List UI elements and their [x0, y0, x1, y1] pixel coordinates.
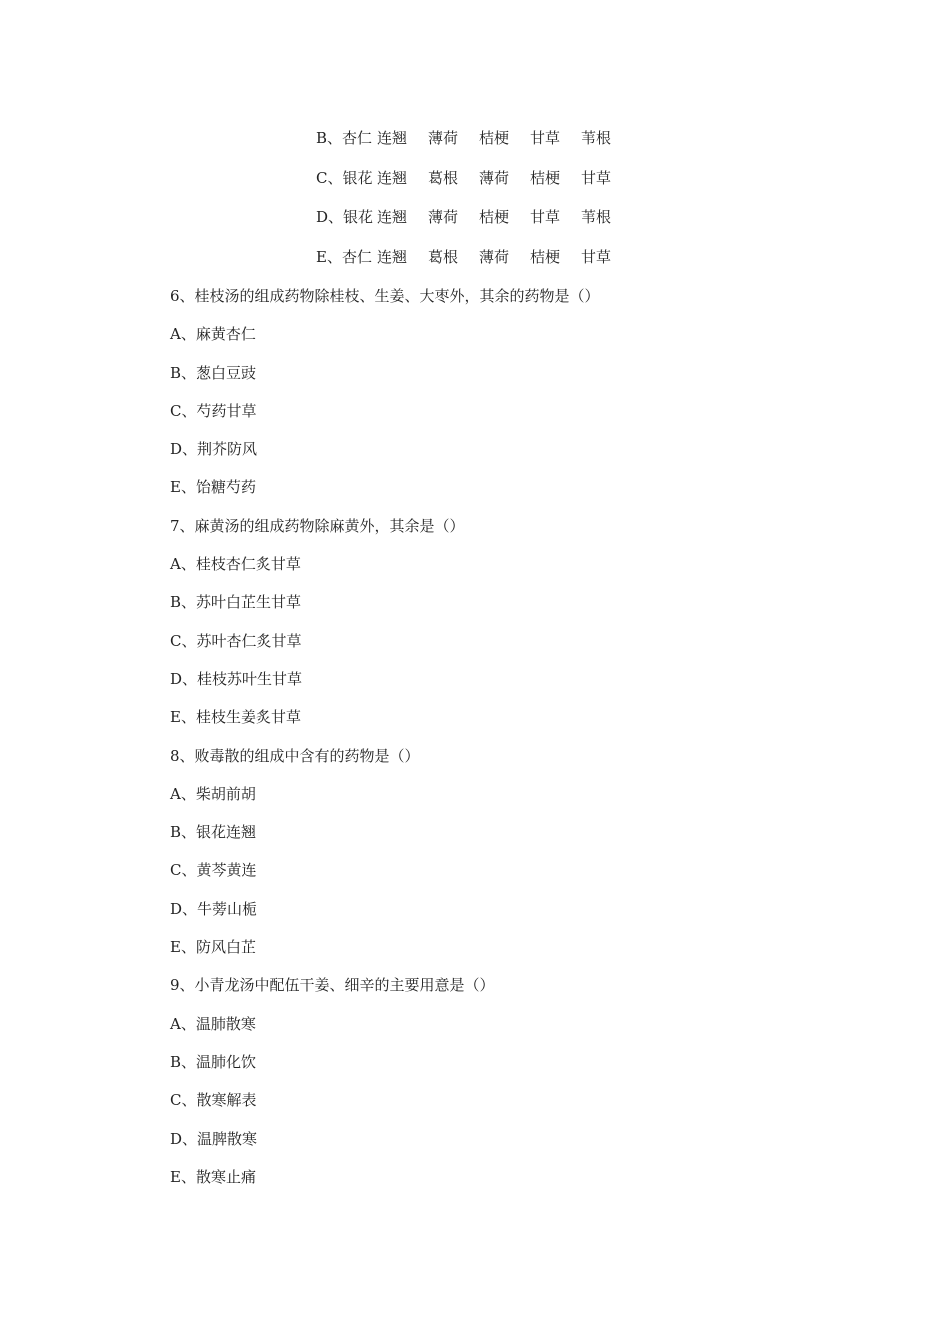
question-list [170, 286, 600, 1205]
answer-option: E、饴糖芍药 [170, 478, 256, 497]
option-label: D、银花 [316, 208, 374, 226]
question-stem: 9、小青龙汤中配伍干姜、细辛的主要用意是（） [170, 976, 495, 995]
answer-option: A、桂枝杏仁炙甘草 [170, 555, 301, 574]
q5-option-row [316, 128, 621, 148]
question-stem: 6、桂枝汤的组成药物除桂枝、生姜、大枣外，其余的药物是（） [170, 287, 600, 305]
herb: 薄荷 [428, 208, 459, 226]
herb: 桔梗 [479, 208, 510, 226]
herb: 连翘 [377, 247, 408, 266]
herb: 甘草 [581, 247, 612, 266]
answer-option: C、芍药甘草 [170, 401, 257, 420]
herb: 苇根 [581, 129, 612, 147]
answer-option: A、麻黄杏仁 [170, 325, 256, 344]
answer-option: B、苏叶白芷生甘草 [170, 593, 302, 612]
answer-option: C、苏叶杏仁炙甘草 [170, 631, 302, 650]
herb: 葛根 [428, 168, 459, 187]
q5-option-row [316, 247, 621, 267]
question-stem: 8、败毒散的组成中含有的药物是（） [170, 746, 420, 765]
herb: 连翘 [377, 168, 408, 187]
option-label: B、杏仁 [316, 129, 373, 147]
herb: 连翘 [377, 208, 408, 226]
answer-option: B、温肺化饮 [170, 1052, 257, 1071]
herb: 甘草 [530, 129, 561, 147]
answer-option: D、荆芥防风 [170, 440, 258, 459]
herb: 薄荷 [479, 247, 510, 266]
q5-option-row [316, 207, 621, 227]
herb: 甘草 [581, 168, 612, 187]
question-stem: 7、麻黄汤的组成药物除麻黄外，其余是（） [170, 516, 465, 535]
answer-option: E、防风白芷 [170, 938, 256, 957]
answer-option: D、桂枝苏叶生甘草 [170, 669, 303, 688]
option-label: C、银花 [316, 168, 373, 187]
herb: 桔梗 [530, 247, 561, 266]
answer-option: A、温肺散寒 [170, 1014, 256, 1033]
answer-option: C、黄芩黄连 [170, 861, 257, 880]
answer-option: D、牛蒡山栀 [170, 899, 258, 918]
herb: 连翘 [377, 129, 408, 147]
answer-option: A、柴胡前胡 [170, 784, 256, 803]
answer-option: E、桂枝生姜炙甘草 [170, 708, 301, 727]
answer-option: B、葱白豆豉 [170, 363, 257, 382]
answer-option: D、温脾散寒 [170, 1129, 258, 1148]
herb: 桔梗 [530, 168, 561, 187]
herb: 薄荷 [428, 129, 459, 147]
q5-options-table [316, 128, 621, 286]
herb: 薄荷 [479, 168, 510, 187]
answer-option: B、银花连翘 [170, 823, 257, 842]
herb: 甘草 [530, 208, 561, 226]
q5-option-row [316, 168, 621, 188]
answer-option: E、散寒止痛 [170, 1167, 256, 1186]
herb: 葛根 [428, 247, 459, 266]
option-label: E、杏仁 [316, 247, 372, 266]
herb: 苇根 [581, 208, 612, 226]
answer-option: C、散寒解表 [170, 1091, 257, 1110]
herb: 桔梗 [479, 129, 510, 147]
